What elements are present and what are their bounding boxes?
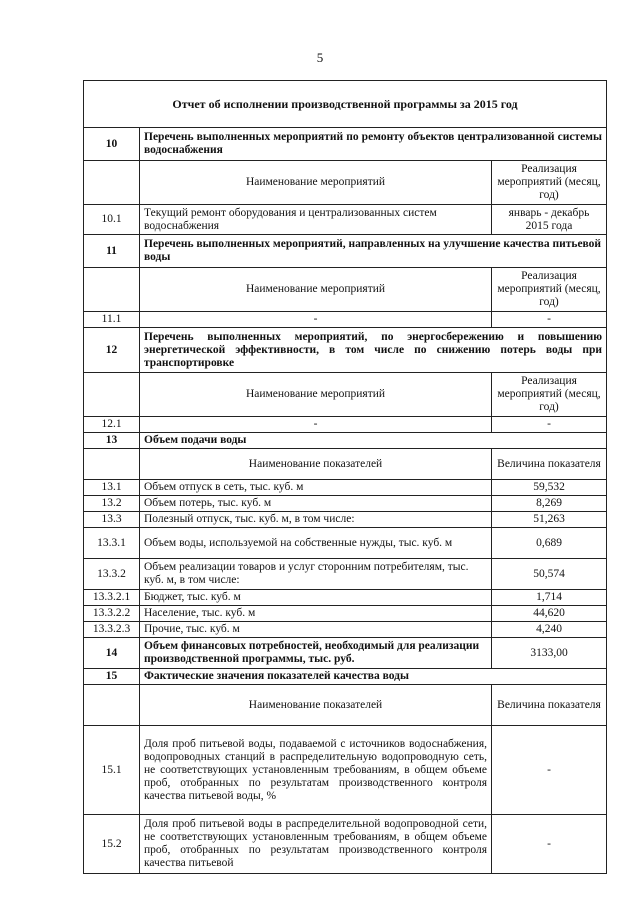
row-number: 13.3 [84,512,140,528]
section-value: 3133,00 [492,638,607,669]
section-title: Объем подачи воды [140,433,607,449]
row-name: Объем реализации товаров и услуг сторонним потребителям, тыс. куб. м, в том числе: [140,559,492,590]
row-value: 59,532 [492,480,607,496]
section-header-row [84,669,607,685]
row-number: 13.1 [84,480,140,496]
section-title: Объем финансовых потребностей, необходимый для реализации производственной программы, тыс. руб. [140,638,492,669]
row-value: 0,689 [492,528,607,559]
row-name: Полезный отпуск, тыс. куб. м, в том числе: [140,512,492,528]
column-header-name: Наименование мероприятий [140,161,492,205]
row-name: - [140,312,492,328]
row-name: Доля проб питьевой воды, подаваемой с источников водоснабжения, водопроводных станций в распределительную водопроводную сеть, не соответствующих установленным требованиям, в общем объеме проб, отобранных по результатам производственного контроля качества питьевой воды, % [140,726,492,815]
table-row [84,312,607,328]
column-header-value: Реализация мероприятий (месяц, год) [492,373,607,417]
column-header-row [84,268,607,312]
row-value: 50,574 [492,559,607,590]
section-header-row [84,433,607,449]
row-number: 13.3.2 [84,559,140,590]
report-title: Отчет об исполнении производственной программы за 2015 год [84,81,607,128]
row-name: Бюджет, тыс. куб. м [140,590,492,606]
table-row [84,559,607,590]
column-header-row [84,685,607,726]
table-row [84,815,607,874]
section-number: 12 [84,328,140,373]
table-row [84,512,607,528]
table-row [84,528,607,559]
row-name: Объем потерь, тыс. куб. м [140,496,492,512]
section-number: 15 [84,669,140,685]
section-header-row [84,235,607,268]
table-row [84,726,607,815]
column-header-name: Наименование мероприятий [140,268,492,312]
section-header-row [84,128,607,161]
column-header-name: Наименование мероприятий [140,373,492,417]
row-number: 11.1 [84,312,140,328]
row-number: 13.2 [84,496,140,512]
column-header-value: Реализация мероприятий (месяц, год) [492,268,607,312]
row-value: 44,620 [492,606,607,622]
table-row [84,496,607,512]
column-header-name: Наименование показателей [140,449,492,480]
section-number: 10 [84,128,140,161]
table-row [84,417,607,433]
section-number: 11 [84,235,140,268]
section-header-row [84,328,607,373]
row-value: - [492,417,607,433]
row-number: 13.3.2.1 [84,590,140,606]
column-header-row [84,449,607,480]
row-name: Объем отпуск в сеть, тыс. куб. м [140,480,492,496]
row-value: 51,263 [492,512,607,528]
column-header-row [84,373,607,417]
column-header-name: Наименование показателей [140,685,492,726]
report-table [83,80,607,874]
row-value: 8,269 [492,496,607,512]
row-name: Доля проб питьевой воды в распределительной водопроводной сети, не соответствующих установленным требованиям, в общем объеме проб, отобранных по результатам производственного контроля качества питьевой [140,815,492,874]
row-number: 13.3.2.2 [84,606,140,622]
section-title: Перечень выполненных мероприятий, по энергосбережению и повышению энергетической эффективности, в том числе по снижению потерь воды при транспортировке [140,328,607,373]
section-title: Перечень выполненных мероприятий по ремонту объектов централизованной системы водоснабжения [140,128,607,161]
table-row [84,480,607,496]
row-name: Текущий ремонт оборудования и централизованных систем водоснабжения [140,205,492,235]
column-header-value: Реализация мероприятий (месяц, год) [492,161,607,205]
table-row [84,590,607,606]
row-value: - [492,815,607,874]
row-name: Прочие, тыс. куб. м [140,622,492,638]
row-name: Объем воды, используемой на собственные нужды, тыс. куб. м [140,528,492,559]
row-number: 13.3.2.3 [84,622,140,638]
row-value: январь - декабрь 2015 года [492,205,607,235]
report-title-row [84,81,607,128]
row-number: 13.3.1 [84,528,140,559]
row-number: 10.1 [84,205,140,235]
row-value: - [492,312,607,328]
row-value: - [492,726,607,815]
row-number: 15.2 [84,815,140,874]
row-number: 12.1 [84,417,140,433]
section-number: 13 [84,433,140,449]
row-name: Население, тыс. куб. м [140,606,492,622]
section-header-row [84,638,607,669]
table-row [84,622,607,638]
column-header-value: Величина показателя [492,449,607,480]
column-header-value: Величина показателя [492,685,607,726]
section-title: Фактические значения показателей качества воды [140,669,607,685]
table-row [84,205,607,235]
row-value: 4,240 [492,622,607,638]
section-title: Перечень выполненных мероприятий, направленных на улучшение качества питьевой воды [140,235,607,268]
row-number: 15.1 [84,726,140,815]
column-header-row [84,161,607,205]
row-value: 1,714 [492,590,607,606]
row-name: - [140,417,492,433]
page-number: 5 [316,50,324,65]
table-row [84,606,607,622]
section-number: 14 [84,638,140,669]
